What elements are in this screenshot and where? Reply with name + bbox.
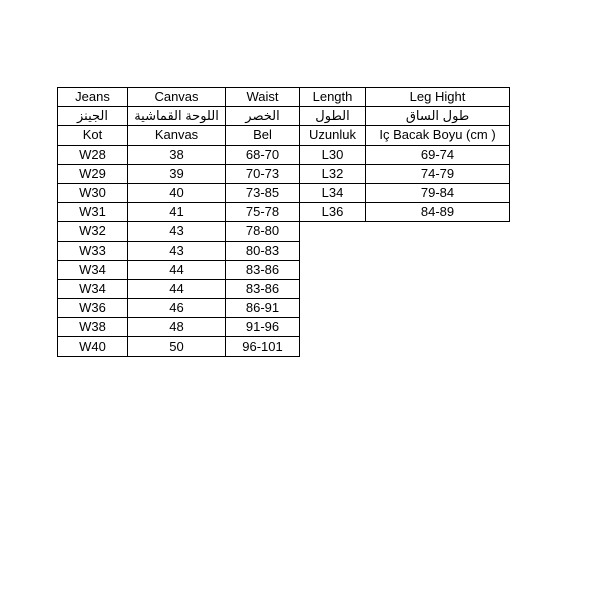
data-cell: 43: [128, 222, 226, 241]
data-cell: 38: [128, 145, 226, 164]
table-row: [58, 241, 510, 260]
empty-cell: [366, 260, 510, 279]
data-cell: 40: [128, 183, 226, 202]
table-row: [58, 145, 510, 164]
header-cell: طول الساق: [366, 107, 510, 126]
data-cell: 44: [128, 279, 226, 298]
table-row: [58, 337, 510, 356]
empty-cell: [300, 337, 366, 356]
header-cell: Length: [300, 88, 366, 107]
data-cell: W30: [58, 183, 128, 202]
data-cell: 44: [128, 260, 226, 279]
empty-cell: [300, 222, 366, 241]
empty-cell: [366, 279, 510, 298]
data-cell: L32: [300, 164, 366, 183]
table-row: [58, 164, 510, 183]
header-row: [58, 126, 510, 145]
data-cell: L36: [300, 203, 366, 222]
data-cell: W36: [58, 299, 128, 318]
data-cell: 80-83: [226, 241, 300, 260]
data-cell: 91-96: [226, 318, 300, 337]
header-cell: Waist: [226, 88, 300, 107]
header-row: [58, 107, 510, 126]
empty-cell: [300, 241, 366, 260]
data-cell: 70-73: [226, 164, 300, 183]
data-cell: 41: [128, 203, 226, 222]
data-cell: 96-101: [226, 337, 300, 356]
empty-cell: [300, 279, 366, 298]
data-cell: 50: [128, 337, 226, 356]
data-cell: 75-78: [226, 203, 300, 222]
size-chart: [57, 87, 510, 357]
header-cell: الخصر: [226, 107, 300, 126]
header-cell: الطول: [300, 107, 366, 126]
data-cell: W34: [58, 260, 128, 279]
data-cell: 48: [128, 318, 226, 337]
header-cell: الجينز: [58, 107, 128, 126]
data-cell: L34: [300, 183, 366, 202]
data-cell: 69-74: [366, 145, 510, 164]
header-cell: Jeans: [58, 88, 128, 107]
size-chart-rows: [58, 88, 510, 357]
empty-cell: [366, 222, 510, 241]
data-cell: W29: [58, 164, 128, 183]
data-cell: 74-79: [366, 164, 510, 183]
table-row: [58, 299, 510, 318]
data-cell: 78-80: [226, 222, 300, 241]
data-cell: 84-89: [366, 203, 510, 222]
header-cell: Iç Bacak Boyu (cm ): [366, 126, 510, 145]
size-chart-table: [57, 87, 510, 357]
header-cell: Kanvas: [128, 126, 226, 145]
header-row: [58, 88, 510, 107]
data-cell: 79-84: [366, 183, 510, 202]
header-cell: Leg Hight: [366, 88, 510, 107]
data-cell: 83-86: [226, 260, 300, 279]
header-cell: اللوحة القماشية: [128, 107, 226, 126]
header-cell: Canvas: [128, 88, 226, 107]
header-cell: Kot: [58, 126, 128, 145]
data-cell: 39: [128, 164, 226, 183]
table-row: [58, 222, 510, 241]
data-cell: 68-70: [226, 145, 300, 164]
empty-cell: [366, 318, 510, 337]
data-cell: W34: [58, 279, 128, 298]
data-cell: 86-91: [226, 299, 300, 318]
data-cell: 46: [128, 299, 226, 318]
empty-cell: [366, 337, 510, 356]
data-cell: W28: [58, 145, 128, 164]
data-cell: W31: [58, 203, 128, 222]
empty-cell: [366, 241, 510, 260]
data-cell: W32: [58, 222, 128, 241]
empty-cell: [300, 318, 366, 337]
data-cell: 83-86: [226, 279, 300, 298]
table-row: [58, 203, 510, 222]
data-cell: 43: [128, 241, 226, 260]
data-cell: W38: [58, 318, 128, 337]
table-row: [58, 279, 510, 298]
data-cell: L30: [300, 145, 366, 164]
table-row: [58, 318, 510, 337]
data-cell: W33: [58, 241, 128, 260]
data-cell: 73-85: [226, 183, 300, 202]
empty-cell: [300, 299, 366, 318]
data-cell: W40: [58, 337, 128, 356]
header-cell: Uzunluk: [300, 126, 366, 145]
table-row: [58, 260, 510, 279]
header-cell: Bel: [226, 126, 300, 145]
empty-cell: [300, 260, 366, 279]
table-row: [58, 183, 510, 202]
empty-cell: [366, 299, 510, 318]
